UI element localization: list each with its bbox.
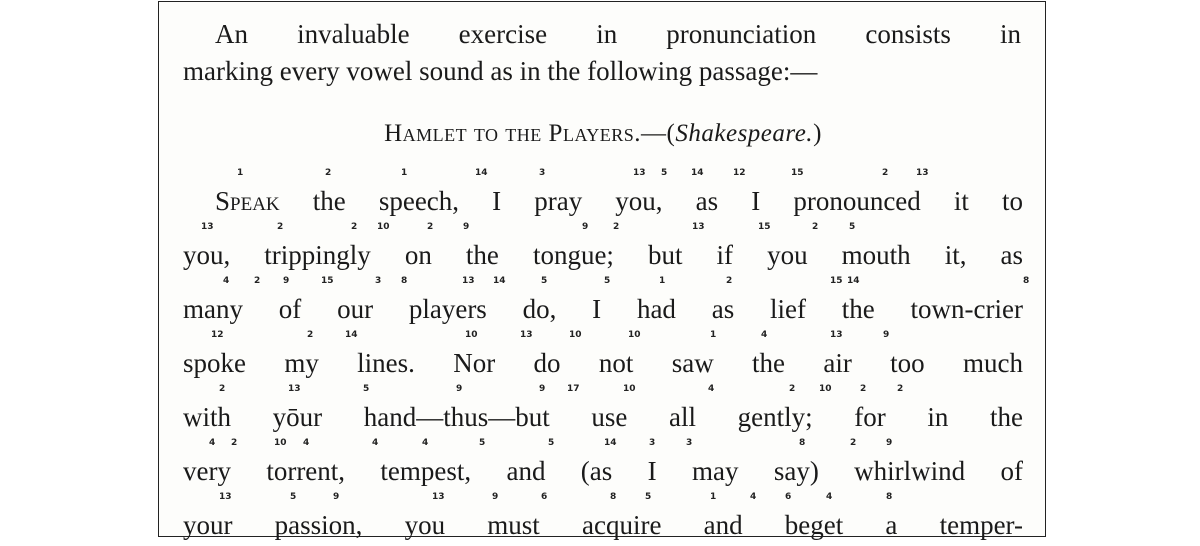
vowel-mark-number: 6 [541,492,548,502]
vowel-mark-number: 1 [659,276,666,286]
vowel-mark-number: 1 [710,492,717,502]
vowel-mark-number: 15 [758,222,771,232]
vowel-marks [183,276,1030,290]
vowel-mark-number: 10 [569,330,582,340]
vowel-mark-number: 12 [733,168,746,178]
vowel-mark-number: 5 [645,492,652,502]
vowel-mark-number: 4 [209,438,216,448]
vowel-mark-number: 2 [613,222,620,232]
vowel-mark-number: 12 [211,330,224,340]
vowel-mark-number: 4 [223,276,230,286]
vowel-marks [183,330,1023,344]
vowel-marks [183,438,1023,452]
vowel-mark-number: 2 [897,384,904,394]
passage-line-text: very torrent, tempest, and (as I may say) whirlwind of [183,456,1023,486]
vowel-mark-number: 10 [377,222,390,232]
heading-title: Hamlet to the Players.—( [384,120,676,147]
passage-line-text [183,184,1023,218]
heading-close: ) [813,120,822,147]
vowel-mark-number: 14 [691,168,704,178]
vowel-mark-number: 5 [290,492,297,502]
vowel-mark-number: 4 [422,438,429,448]
vowel-mark-number: 8 [799,438,806,448]
vowel-mark-number: 10 [628,330,641,340]
vowel-mark-number: 5 [661,168,668,178]
intro-line: marking every vowel sound as in the following passage:— [183,56,818,86]
vowel-mark-number: 5 [548,438,555,448]
vowel-mark-number: 4 [708,384,715,394]
vowel-mark-number: 13 [219,492,232,502]
vowel-mark-number: 5 [363,384,370,394]
vowel-mark-number: 13 [520,330,533,340]
vowel-mark-number: 9 [463,222,470,232]
vowel-marks [183,222,1023,236]
vowel-mark-number: 9 [883,330,890,340]
vowel-mark-number: 6 [785,492,792,502]
vowel-mark-number: 2 [427,222,434,232]
marked-passage [183,168,1030,546]
vowel-mark-number: 2 [882,168,889,178]
vowel-mark-number: 10 [623,384,636,394]
vowel-mark-number: 2 [277,222,284,232]
vowel-mark-number: 10 [274,438,287,448]
vowel-mark-number: 2 [307,330,314,340]
vowel-mark-number: 14 [475,168,488,178]
vowel-mark-number: 4 [761,330,768,340]
vowel-mark-number: 9 [492,492,499,502]
vowel-mark-number: 10 [819,384,832,394]
passage-line [183,168,1023,222]
vowel-mark-number: 2 [254,276,261,286]
vowel-mark-number: 2 [789,384,796,394]
vowel-mark-number: 17 [567,384,580,394]
vowel-mark-number: 15 [830,276,843,286]
vowel-mark-number: 14 [493,276,506,286]
vowel-mark-number: 13 [692,222,705,232]
passage-line [183,384,1023,438]
vowel-mark-number: 13 [201,222,214,232]
vowel-mark-number: 4 [750,492,757,502]
passage-line-text: your passion, you must acquire and beget a temper- [183,510,1023,540]
vowel-mark-number: 9 [456,384,463,394]
vowel-mark-number: 15 [791,168,804,178]
passage-line-text: many of our players do, I had as lief the town-crier [183,294,1023,324]
vowel-mark-number: 9 [539,384,546,394]
vowel-mark-number: 9 [582,222,589,232]
vowel-mark-number: 15 [321,276,334,286]
vowel-mark-number: 5 [604,276,611,286]
vowel-mark-number: 9 [886,438,893,448]
intro-line: An invaluable exercise in pronunciation consists in [215,19,1021,49]
vowel-mark-number: 4 [303,438,310,448]
passage-line [183,438,1023,492]
line-rest: the speech, I pray you, as I pronounced it to [279,186,1023,216]
vowel-mark-number: 13 [462,276,475,286]
vowel-mark-number: 1 [710,330,717,340]
vowel-mark-number: 2 [860,384,867,394]
vowel-mark-number: 2 [351,222,358,232]
vowel-mark-number: 13 [432,492,445,502]
intro-paragraph [183,16,1021,90]
vowel-marks [183,492,1023,506]
vowel-mark-number: 3 [539,168,546,178]
vowel-mark-number: 1 [237,168,244,178]
passage-line-text: with yōur hand—thus—but use all gently; for in the [183,402,1023,432]
vowel-mark-number: 3 [686,438,693,448]
passage-line [183,330,1023,384]
vowel-mark-number: 10 [465,330,478,340]
passage-line [183,276,1030,330]
vowel-marks [183,384,1023,398]
passage-heading [159,120,1047,148]
book-page [158,1,1046,540]
vowel-mark-number: 3 [649,438,656,448]
vowel-mark-number: 9 [333,492,340,502]
vowel-mark-number: 13 [288,384,301,394]
passage-line-text: spoke my lines. Nor do not saw the air too much [183,348,1023,378]
heading-author: Shakespeare. [675,120,814,147]
vowel-mark-number: 8 [886,492,893,502]
vowel-mark-number: 14 [847,276,860,286]
vowel-mark-number: 2 [726,276,733,286]
vowel-mark-number: 2 [219,384,226,394]
vowel-mark-number: 4 [372,438,379,448]
vowel-mark-number: 5 [479,438,486,448]
vowel-mark-number: 14 [604,438,617,448]
vowel-mark-number: 8 [1023,276,1030,286]
vowel-mark-number: 2 [850,438,857,448]
vowel-mark-number: 8 [401,276,408,286]
vowel-mark-number: 9 [283,276,290,286]
vowel-marks [183,168,1023,182]
vowel-mark-number: 8 [610,492,617,502]
first-word: Speak [215,186,280,216]
vowel-mark-number: 2 [231,438,238,448]
vowel-mark-number: 14 [345,330,358,340]
vowel-mark-number: 4 [826,492,833,502]
passage-line-text: you, trippingly on the tongue; but if you mouth it, as [183,240,1023,270]
vowel-mark-number: 1 [401,168,408,178]
vowel-mark-number: 2 [325,168,332,178]
vowel-mark-number: 5 [849,222,856,232]
vowel-mark-number: 13 [830,330,843,340]
vowel-mark-number: 5 [541,276,548,286]
vowel-mark-number: 13 [633,168,646,178]
vowel-mark-number: 2 [812,222,819,232]
passage-line [183,492,1023,546]
vowel-mark-number: 13 [916,168,929,178]
passage-line [183,222,1023,276]
vowel-mark-number: 3 [375,276,382,286]
